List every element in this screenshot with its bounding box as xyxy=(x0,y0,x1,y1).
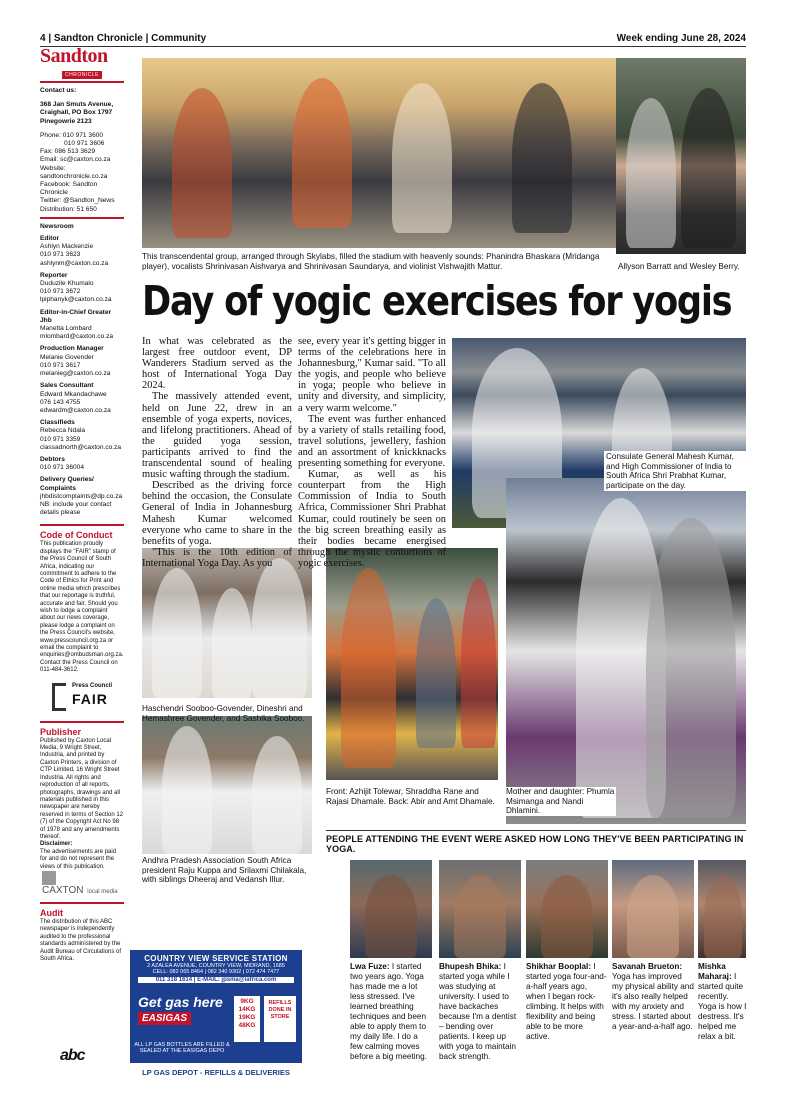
article-paragraph: The event was further enhanced by a variety of stalls retailing food, travel solutions, jewellery, fashion and an assortment of knickknacks presenting something for everyone. xyxy=(298,413,446,470)
size-label: 48KG xyxy=(238,1022,256,1029)
page-section: 4 | Sandton Chronicle | Community xyxy=(40,33,207,44)
contact-line: melanieg@caxton.co.za xyxy=(40,370,111,378)
photo-lwa-fuze xyxy=(350,860,432,958)
facebook-line: Facebook: Sandton Chronicle xyxy=(40,181,98,197)
publisher-title: Publisher xyxy=(40,726,82,737)
vox-quote xyxy=(350,962,432,1062)
vox-quote xyxy=(439,962,521,1062)
photo-mishka-maharaj xyxy=(698,860,746,958)
publisher-text: Published by Caxton Local Media, 9 Wright Street, Industria, and printed by Caxton Printers, a division of CTP Limited, 16 Wright Street Industria. All rights and reproduction of all reports, photographs, drawings and all materials published in this newspaper are hereby reserved in terms of Section 12 (7) of the Copyright Act No 98 of 1978 and any amendments thereof. xyxy=(40,737,124,840)
divider xyxy=(40,902,124,904)
ad-title: COUNTRY VIEW SERVICE STATION xyxy=(144,954,288,963)
page-header xyxy=(40,33,746,47)
contacts-list xyxy=(40,223,124,522)
caption-govender-family: Haschendri Sooboo-Govender, Dineshri and Hemashree Govender, and Sashika Sooboo. xyxy=(142,704,305,723)
photo-savanah-brueton xyxy=(612,860,694,958)
caxton-subtext: local media xyxy=(87,888,118,895)
article-column-1 xyxy=(142,336,292,569)
article-paragraph: In what was celebrated as the largest free outdoor event, DP Wanderers Stadium served as the host of International Yoga Day 2024. xyxy=(142,336,292,392)
article-paragraph: Kumar, as well as his counterpart from the High Commission of India to South Africa, Commissioner Shri Prabhat Kumar, could routinely be seen on the big screen breathing easily as their bodies became energised through the mystic contortions of yogic exercises. xyxy=(298,469,446,569)
divider xyxy=(40,524,124,526)
address-line: Craighall, PO Box 1797 xyxy=(40,109,113,117)
contact-line: ashlynm@caxton.co.za xyxy=(40,259,109,267)
vox-text: I started yoga while I was studying at university. I used to have backaches because I'm a dentist – bending over patients. I keep up with yoga to maintain back strength. xyxy=(439,962,517,1061)
twitter-line: Twitter: @Sandton_News xyxy=(40,197,115,205)
contact-line: 010 971 3617 xyxy=(40,361,81,369)
contact-line: jhbdistcomplaints@dp.co.za xyxy=(40,492,123,500)
contact-line: NB: include your contact details please xyxy=(40,500,112,517)
photo-mother-daughter xyxy=(506,478,746,824)
fax-line: Fax: 086 513 3629 xyxy=(40,148,95,156)
contact-line: 010 971 3623 xyxy=(40,251,81,259)
photo-dhamale-family xyxy=(326,548,498,780)
issue-date: Week ending June 28, 2024 xyxy=(616,33,746,44)
vox-name: Shikhar Booplal: xyxy=(526,962,592,971)
divider xyxy=(40,721,124,723)
vox-text: I started quite recently. Yoga is how I destress. It's helped me relax a bit. xyxy=(698,972,747,1041)
easigas-logo: EASIGAS xyxy=(138,1012,191,1025)
ad-address: 2 AZALEA AVENUE, COUNTRY VIEW, MIDRAND, 1685 xyxy=(147,963,285,969)
caption-consulate: Consulate General Mahesh Kumar, and High Commissioner of India to South Africa Shri Prabhat Kumar, participate on the day. xyxy=(604,451,746,491)
ad-note: ALL LP GAS BOTTLES ARE FILLED & SEALED AT THE EASIGAS DEPO xyxy=(134,1042,230,1055)
address-line: Pinegowrie 2123 xyxy=(40,117,92,125)
contact-line: Duduzile Khumalo xyxy=(40,280,94,288)
contact-role: Editor-in-Chief Greater Jhb xyxy=(40,308,112,324)
contact-role: Reporter xyxy=(40,271,68,279)
fair-logo-icon xyxy=(52,683,66,711)
photo-govender-family xyxy=(142,548,312,698)
logo-subtext: CHRONICLE xyxy=(62,71,102,79)
vox-text: I started yoga four-and-a-half years ago, when I began rock-climbing. It helps with flexibility and being able to be more active. xyxy=(526,962,607,1041)
vox-name: Lwa Fuze: xyxy=(350,962,390,971)
photo-allyson-wesley xyxy=(616,58,746,254)
photo-shikhar-booplal xyxy=(526,860,608,958)
caxton-logo xyxy=(40,871,124,899)
contact-line: 010 971 3672 xyxy=(40,288,81,296)
contact-role: Newsroom xyxy=(40,222,74,230)
ad-sizes xyxy=(234,996,260,1042)
phone-line: Phone: 010 971 3600 xyxy=(40,131,104,139)
ad-refill-badge: REFILLS DONE IN STORE xyxy=(264,996,296,1042)
vox-text: I started two years ago. Yoga has made me a lot less stressed. I've learned breathing techniques and been able to apply them to my daily life. I do a few calming moves before a big meeting. xyxy=(350,962,427,1061)
vox-quote xyxy=(526,962,608,1042)
audit-text: The distribution of this ABC newspaper is independently audited to the professional standards administered by the Audit Bureau of Circulations of South Africa. xyxy=(40,918,122,962)
contact-role: Delivery Queries/ Complaints xyxy=(40,476,94,492)
size-label: 14KG xyxy=(238,1006,256,1013)
code-of-conduct-text: This publication proudly displays the "FAIR" stamp of the Press Council of South Africa, indicating our commitment to adhere to the Code of Ethics for Print and online media which prescribes that our reportage is truthful, accurate and fair. Should you wish to lodge a complaint about our news coverage, please lodge a complaint on the Press Council's website, www.presscouncil.org.za or email the complaint to enquiries@ombudsman.org.za. Contact the Press Council on 011-484-3612. xyxy=(40,541,124,674)
contact-role: Sales Consultant xyxy=(40,382,94,390)
photo-music-group xyxy=(142,58,616,248)
article-headline: Day of yogic exercises for yogis xyxy=(142,277,732,325)
code-of-conduct-title: Code of Conduct xyxy=(40,530,113,541)
contact-line: mlombard@caxton.co.za xyxy=(40,333,114,341)
sidebar xyxy=(40,45,124,1082)
press-council-fair-stamp xyxy=(40,681,124,715)
fair-top-text: Press Council xyxy=(72,682,113,689)
contact-line: edwardm@caxton.co.za xyxy=(40,406,111,414)
phone-line: 010 971 3606 xyxy=(64,140,105,148)
contact-line: 010 971 36004 xyxy=(40,464,85,472)
caption-mother-daughter: Mother and daughter: Phumla Msimanga and Nandi Dhlamini. xyxy=(506,787,615,816)
email-line: Email: sc@caxton.co.za xyxy=(40,156,111,164)
size-label: 19KG xyxy=(238,1014,256,1021)
contact-line: classadnorth@caxton.co.za xyxy=(40,443,122,451)
divider xyxy=(40,81,124,83)
caption-music-group: This transcendental group, arranged through Skylabs, filled the stadium with heavenly sounds: Phanindra Bhaskara (Mridanga player), vocalists Shrinivasan Aishvarya and Shrinivasan Saundarya, and violinist Vishwajith Mattur. xyxy=(142,252,600,271)
caxton-text: CAXTON xyxy=(42,884,84,896)
divider xyxy=(40,217,124,219)
abc-logo: abc xyxy=(60,1047,85,1064)
vox-name: Savanah Brueton: xyxy=(612,962,683,971)
contact-line: Manetta Lombard xyxy=(40,325,92,333)
fair-text: FAIR xyxy=(72,690,108,707)
article-paragraph: see, every year it's getting bigger in terms of the celebrations here in Johannesburg," Kumar said. "To all the yogis, and people who believe in yoga; people who believe in unity and diversity, and simplicity, a very warm welcome." xyxy=(298,336,446,414)
vox-quote xyxy=(698,962,748,1042)
caxton-icon xyxy=(42,871,56,885)
contact-line: 076 143 4755 xyxy=(40,398,81,406)
sandton-chronicle-logo xyxy=(40,45,124,78)
vox-text: Yoga has improved my physical ability and it's also really helped with my anxiety and stress. I started about a year-and-a-half ago. xyxy=(612,972,694,1031)
contact-line: Ashlyn Mackenzie xyxy=(40,243,94,251)
caption-dhamale-family: Front: Azhijit Tolewar, Shraddha Rane and Rajasi Dhamale. Back: Abir and Amt Dhamale. xyxy=(326,787,495,806)
address-line: 368 Jan Smuts Avenue, xyxy=(40,101,114,109)
contact-line: lpiphanyk@caxton.co.za xyxy=(40,296,112,304)
contact-role: Editor xyxy=(40,235,60,243)
contact-role: Production Manager xyxy=(40,345,104,353)
article-column-2 xyxy=(298,336,446,569)
vox-quote xyxy=(612,962,694,1032)
caption-allyson-wesley: Allyson Barratt and Wesley Berry. xyxy=(618,262,740,271)
ad-cell: CELL: 082 065 8464 | 082 340 9302 | 072 474 7477 xyxy=(152,969,280,975)
caption-andhra-association: Andhra Pradesh Association South Africa president Raju Kuppa and Srilaxmi Chilakala, with siblings Dheeraj and Vedansh Illur. xyxy=(142,856,307,885)
gas-advert xyxy=(130,950,302,1082)
contact-role: Debtors xyxy=(40,455,65,463)
article-paragraph: "This is the 10th edition of International Yoga Day. As you xyxy=(142,546,292,569)
contact-line: 010 971 3359 xyxy=(40,435,81,443)
contact-line: Melanie Govender xyxy=(40,353,94,361)
ad-phone: 011 318 1614 | E-MAIL: jpsma@iafrica.com xyxy=(138,977,294,983)
vox-pop-title: PEOPLE ATTENDING THE EVENT WERE ASKED HOW LONG THEY'VE BEEN PARTICIPATING IN YOGA. xyxy=(326,830,746,854)
vox-name: Mishka Maharaj: xyxy=(698,962,732,981)
size-label: 9KG xyxy=(240,998,254,1005)
vox-name: Bhupesh Bhika: xyxy=(439,962,502,971)
disclaimer-text: The advertisements are paid for and do not represent the views of this publication. xyxy=(40,848,117,870)
photo-andhra-association xyxy=(142,716,312,854)
ad-footer: LP GAS DEPOT - REFILLS & DELIVERIES xyxy=(130,1063,302,1082)
article-paragraph: The massively attended event, held on June 22, drew in an ensemble of yoga experts, novices, and lifelong practitioners. Ahead of the guided yoga session, participants arrived to find the transcendental sound of healing music wafting through the stadium. xyxy=(142,391,292,481)
article-paragraph: Described as the driving force behind the occasion, the Consulate General of India in Johannesburg Mahesh Kumar welcomed everyone who came to share in the benefits of yoga. xyxy=(142,480,292,547)
photo-bhupesh-bhika xyxy=(439,860,521,958)
logo-text: Sandton xyxy=(40,45,108,67)
distribution-line: Distribution: 51 650 xyxy=(40,205,97,213)
contact-line: Rebecca Ndala xyxy=(40,427,86,435)
disclaimer-title: Disclaimer: xyxy=(40,841,73,848)
contact-line: Edward Mkandachawe xyxy=(40,390,107,398)
website-line: Website: sandtonchronicle.co.za xyxy=(40,164,108,180)
contact-role: Classifieds xyxy=(40,419,75,427)
ad-headline: Get gas here xyxy=(138,994,223,1010)
contact-title: Contact us: xyxy=(40,87,77,94)
audit-title: Audit xyxy=(40,907,63,918)
